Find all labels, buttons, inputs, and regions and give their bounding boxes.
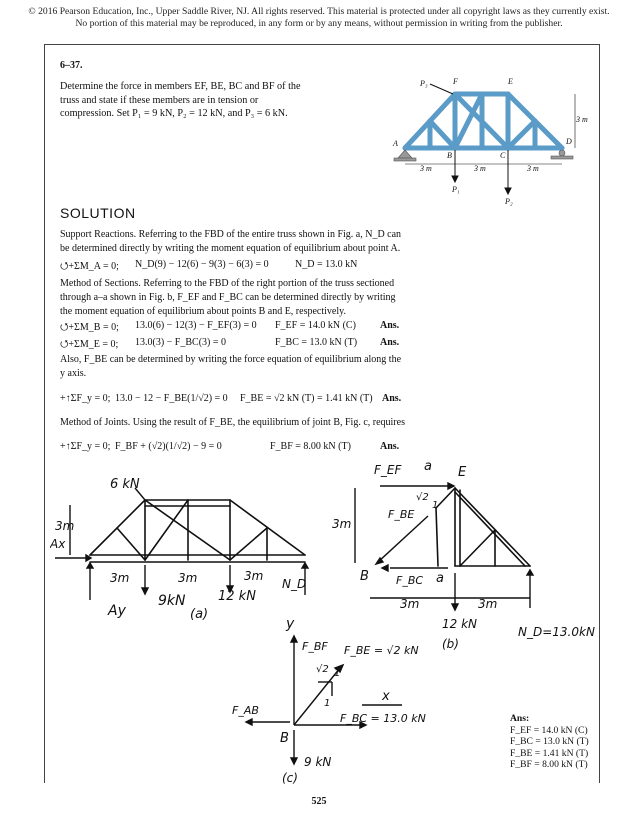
label-e: E	[508, 77, 513, 86]
fig-a-p2: 12 kN	[218, 589, 256, 604]
fig-c-fbe: F_BE = √2 kN	[344, 644, 419, 657]
label-p3: P₃	[420, 79, 428, 88]
label-p2: P₂	[505, 197, 513, 206]
fig-b-truss	[436, 488, 530, 566]
fig-c-fab: F_AB	[232, 704, 259, 717]
fig-a-height: 3m	[55, 519, 75, 533]
fig-b-one: 1	[432, 500, 439, 511]
label-p1: P₁	[452, 185, 460, 194]
label-a: A	[393, 139, 398, 148]
eq5-result: F_BF = 8.00 kN (T)	[270, 441, 351, 452]
label-f: F	[453, 77, 458, 86]
fig-b-load: 12 kN	[442, 617, 478, 631]
truss-figure	[390, 72, 595, 207]
fig-a-ax: Ax	[50, 537, 66, 551]
figure-a	[50, 470, 320, 630]
fig-b-height: 3m	[332, 517, 352, 531]
fig-a-p1: 9kN	[158, 593, 186, 609]
eq1-body: N_D(9) − 12(6) − 9(3) − 6(3) = 0	[135, 259, 269, 270]
label-span3: 3 m	[527, 164, 539, 173]
fig-b-b: B	[360, 569, 369, 584]
eq4-lhs: +↑ΣF_y = 0;	[60, 393, 111, 404]
label-height: 3 m	[576, 115, 588, 124]
fig-b-a-bot: a	[436, 571, 444, 586]
fig-c-fbc: F_BC = 13.0 kN	[340, 712, 426, 725]
eq3-result: F_BC = 13.0 kN (T)	[275, 337, 358, 348]
fig-a-load: 6 kN	[110, 477, 140, 492]
fig-c-b: B	[280, 731, 289, 746]
fig-c-caption: (c)	[282, 771, 298, 785]
truss-members	[405, 94, 562, 148]
eq2-body: 13.0(6) − 12(3) − F_EF(3) = 0	[135, 320, 257, 331]
eq5-ans: Ans.	[380, 441, 400, 452]
fig-a-nd: N_D	[282, 577, 307, 591]
eq2-lhs: ⭯+ΣM_B = 0;	[60, 322, 119, 333]
fig-c-sqrt2: √2	[316, 664, 329, 675]
problem-number: 6–37.	[60, 60, 83, 71]
label-b: B	[447, 151, 452, 160]
support-reactions-text: Support Reactions. Referring to the FBD of the entire truss shown in Fig. a, N_D can be determined directly by writing the moment equation of equilibrium about point A.	[60, 229, 402, 254]
fig-c-x: x	[382, 689, 390, 704]
fig-c-one-b: 1	[324, 698, 331, 709]
fig-b-fef: F_EF	[374, 463, 402, 477]
fig-a-ay: Ay	[108, 603, 126, 619]
fig-a-span3: 3m	[244, 569, 264, 583]
answer-fef: F_EF = 14.0 kN (C)	[510, 724, 588, 736]
answer-fbc: F_BC = 13.0 kN (T)	[510, 736, 589, 747]
fig-c-fbf: F_BF	[302, 640, 328, 653]
label-d: D	[566, 137, 572, 146]
answer-fbe: F_BE = 1.41 kN (T)	[510, 747, 589, 759]
problem-statement: Determine the force in members EF, BE, BC and BF of the truss and state if these members are in tension or compression. Set P₁ = 9 kN, P₂ = 12 kN, and P₃ = 6 kN.	[60, 81, 301, 119]
eq3-lhs: ⭯+ΣM_E = 0;	[60, 339, 119, 350]
label-c: C	[500, 151, 506, 160]
fig-b-fbc: F_BC	[396, 574, 424, 587]
copyright-notice: © 2016 Pearson Education, Inc., Upper Saddle River, NJ. All rights reserved. This material is protected under all copyright laws as they currently exist. No portion of this material may be reproduced, in any form or by any means, without permission in writing from the publisher.	[28, 6, 610, 29]
fig-c-load: 9 kN	[304, 755, 332, 769]
fig-a-span2: 3m	[178, 571, 198, 585]
eq4-result: F_BE = √2 kN (T) = 1.41 kN (T)	[240, 393, 373, 404]
eq3-body: 13.0(3) − F_BC(3) = 0	[135, 337, 227, 348]
page-number: 525	[311, 796, 327, 807]
fig-b-a-top: a	[424, 459, 432, 474]
fig-b-span1: 3m	[400, 597, 420, 611]
fig-b-sqrt2: √2	[416, 492, 429, 503]
answer-title: Ans:	[510, 713, 530, 724]
figure-c	[222, 610, 432, 785]
fig-b-e: E	[458, 465, 467, 480]
eq2-result: F_EF = 14.0 kN (C)	[275, 320, 356, 331]
eq4-ans: Ans.	[382, 393, 402, 404]
eq3-ans: Ans.	[380, 337, 400, 348]
solution-heading: SOLUTION	[60, 205, 136, 221]
eq4-body: 13.0 − 12 − F_BE(1/√2) = 0	[115, 393, 228, 404]
label-span1: 3 m	[420, 164, 432, 173]
fig-b-fbe: F_BE	[388, 508, 415, 521]
fig-a-truss	[90, 500, 305, 562]
answer-fbf: F_BF = 8.00 kN (T)	[510, 759, 588, 770]
fig-b-span2: 3m	[478, 597, 498, 611]
eq2-ans: Ans.	[380, 320, 400, 331]
answer-box	[510, 713, 589, 771]
fig-b-nd: N_D=13.0kN	[518, 625, 595, 639]
fig-c-y: y	[286, 616, 295, 632]
fig-a-caption: (a)	[190, 607, 209, 622]
eq1-result: N_D = 13.0 kN	[295, 259, 358, 270]
eq5-lhs: +↑ΣF_y = 0;	[60, 441, 111, 452]
fig-b-caption: (b)	[442, 637, 459, 651]
eq5-body: F_BF + (√2)(1/√2) − 9 = 0	[115, 441, 222, 452]
method-sections-text: Method of Sections. Referring to the FBD of the right portion of the truss sectioned through a–a shown in Fig. b, F_EF and F_BC can be determined directly by writing the moment equation of equilibrium about points B and E, respectively.	[60, 278, 396, 317]
fig-c-one-a: 1	[334, 668, 341, 679]
fig-a-span1: 3m	[110, 571, 130, 585]
eq1-lhs: ⭯+ΣM_A = 0;	[60, 261, 119, 272]
method-joints-text: Method of Joints. Using the result of F_BE, the equilibrium of joint B, Fig. c, requires	[60, 417, 405, 428]
supports	[394, 150, 573, 161]
also-text: Also, F_BE can be determined by writing the force equation of equilibrium along the y axis.	[60, 354, 402, 379]
label-span2: 3 m	[474, 164, 486, 173]
